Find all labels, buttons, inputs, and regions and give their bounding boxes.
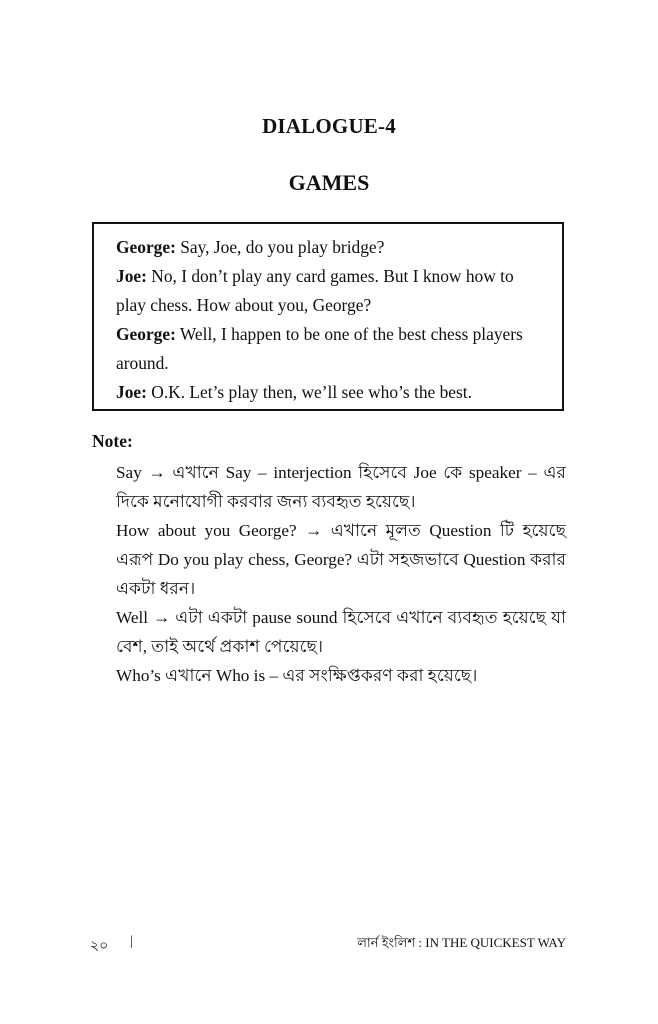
speaker-name: George:	[116, 237, 176, 257]
speaker-name: George:	[116, 324, 176, 344]
dialogue-line	[116, 262, 544, 320]
note-item: Well → এটা একটা pause sound হিসেবে এখানে ব্যবহৃত হয়েছে যা বেশ, তাই অর্থে প্রকাশ পেয়েছে।	[116, 608, 566, 656]
speaker-name: Joe:	[116, 382, 147, 402]
note-item: Who’s এখানে Who is – এর সংক্ষিপ্তকরণ করা হয়েছে।	[116, 666, 478, 685]
running-footer-title: লার্ন ইংলিশ : IN THE QUICKEST WAY	[357, 935, 566, 950]
dialogue-text: Well, I happen to be one of the best chess players around.	[116, 324, 523, 373]
speaker-name: Joe:	[116, 266, 147, 286]
dialogue-box	[92, 222, 564, 411]
dialogue-text: Say, Joe, do you play bridge?	[175, 237, 385, 257]
topic-heading: GAMES	[288, 170, 370, 195]
dialogue-line	[116, 378, 544, 407]
dialogue-line	[116, 320, 544, 378]
note-list	[116, 458, 566, 690]
dialogue-text: No, I don’t play any card games. But I know how to play chess. How about you, George?	[116, 266, 514, 315]
dialogue-heading: DIALOGUE-4	[262, 114, 396, 138]
page-number: ২০	[90, 938, 109, 954]
dialogue-text: O.K. Let’s play then, we’ll see who’s the best.	[146, 382, 472, 402]
note-item: How about you George? → এখানে মূলত Question টি হয়েছে এরূপ Do you play chess, George? এটা সহজভাবে Question করার একটা ধরন।	[116, 521, 566, 598]
note-label: Note:	[92, 431, 133, 451]
footer-separator: |	[130, 934, 133, 949]
note-item: Say → এখানে Say – interjection হিসেবে Joe কে speaker – এর দিকে মনোযোগী করবার জন্য ব্যবহৃত হয়েছে।	[116, 463, 566, 511]
dialogue-line	[116, 233, 544, 262]
